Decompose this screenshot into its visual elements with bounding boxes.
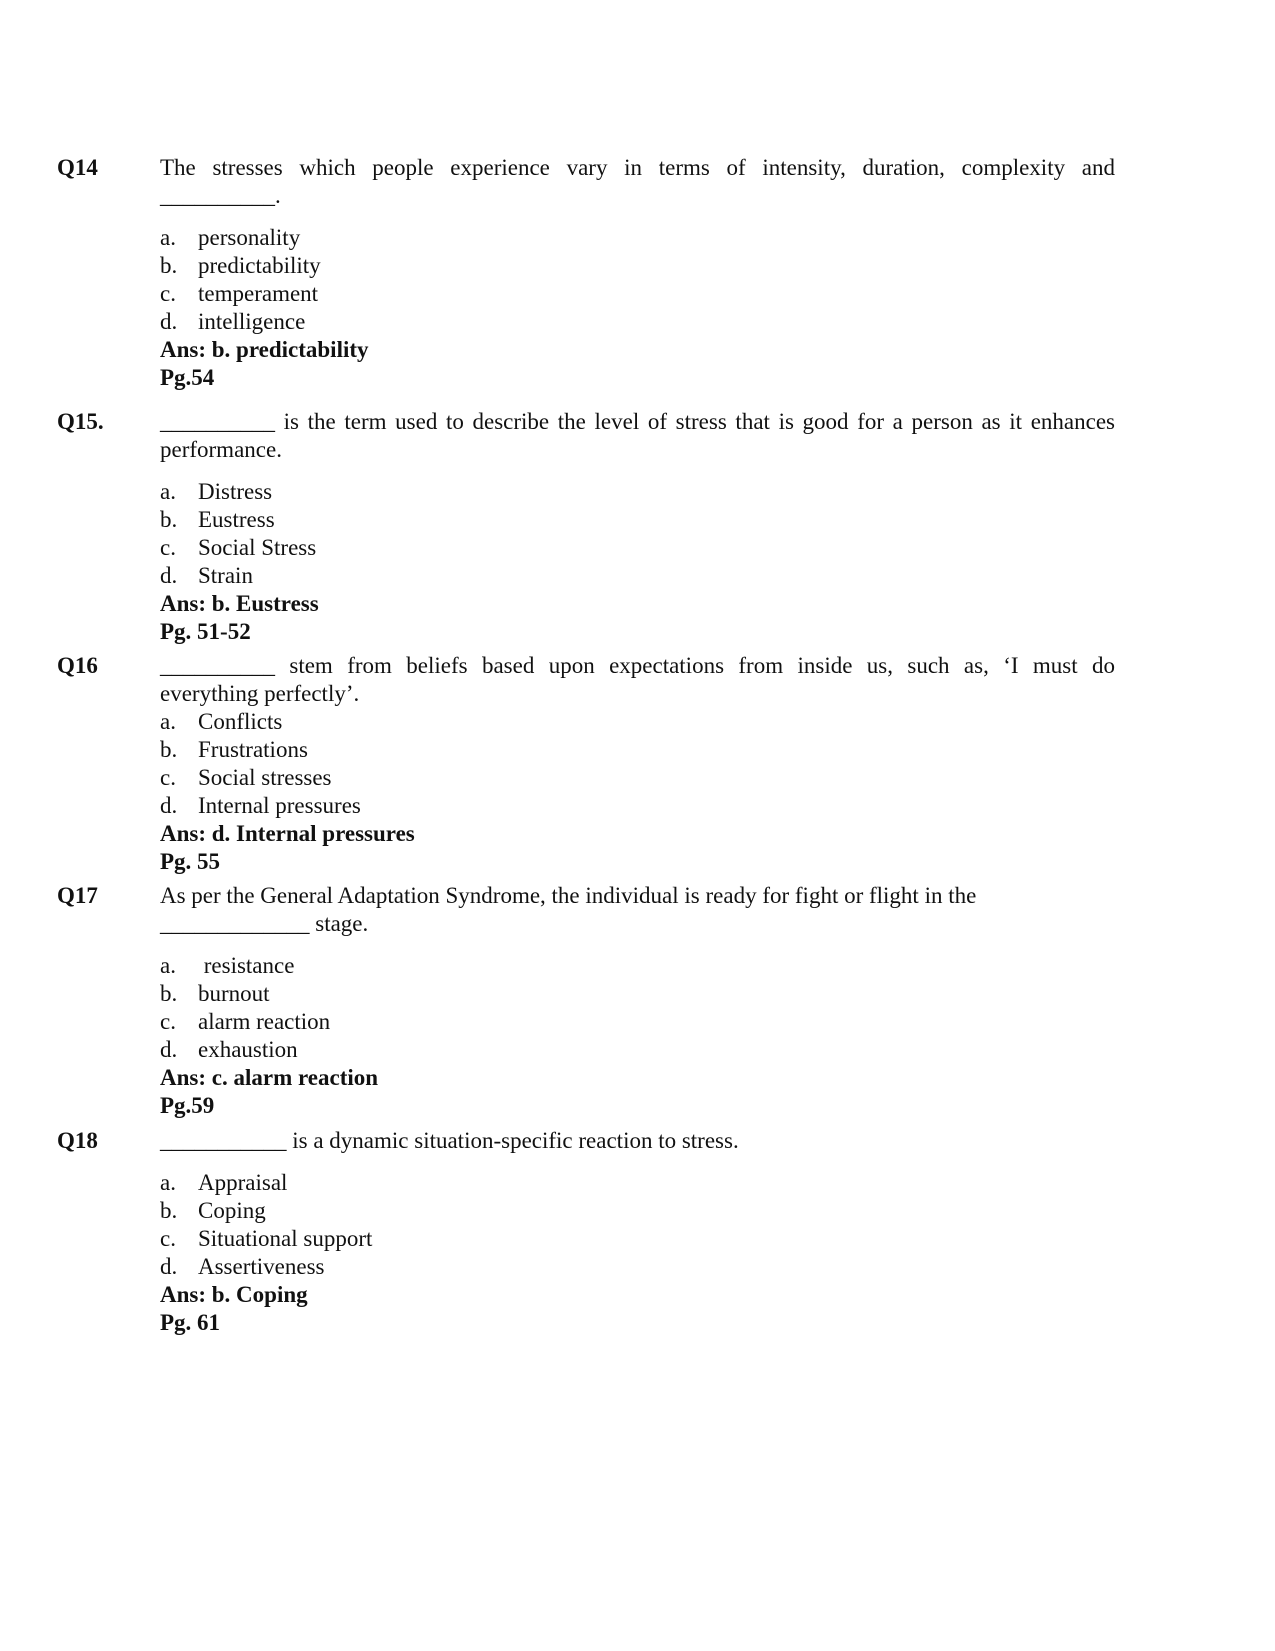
question-body <box>160 652 1115 876</box>
question-body <box>160 154 1115 392</box>
option-item <box>160 736 1115 764</box>
option-item <box>160 708 1115 736</box>
option-text: alarm reaction <box>198 1009 331 1034</box>
option-item <box>160 980 1115 1008</box>
option-letter: c. <box>160 1226 176 1251</box>
question-number: Q14 <box>57 155 98 180</box>
option-item <box>160 224 1115 252</box>
option-list <box>160 708 1115 820</box>
option-item <box>160 952 1115 980</box>
option-letter: c. <box>160 281 176 306</box>
option-text: Coping <box>198 1198 266 1223</box>
answer-line: Ans: b. Coping <box>160 1282 308 1307</box>
option-item <box>160 1008 1115 1036</box>
option-text: Frustrations <box>198 737 308 762</box>
answer-line: Ans: c. alarm reaction <box>160 1065 379 1090</box>
option-text: Distress <box>198 479 273 504</box>
option-text: Assertiveness <box>198 1254 325 1279</box>
option-text: Internal pressures <box>198 793 361 818</box>
option-letter: c. <box>160 535 176 560</box>
option-text: intelligence <box>198 309 306 334</box>
option-item <box>160 280 1115 308</box>
option-list <box>160 478 1115 590</box>
option-item <box>160 1225 1115 1253</box>
option-letter: a. <box>160 479 176 504</box>
option-item <box>160 792 1115 820</box>
option-text: burnout <box>198 981 270 1006</box>
option-text: Social Stress <box>198 535 317 560</box>
answer-line: Ans: b. Eustress <box>160 591 319 616</box>
option-list <box>160 952 1115 1064</box>
option-item <box>160 506 1115 534</box>
option-letter: c. <box>160 1009 176 1034</box>
option-letter: d. <box>160 309 178 334</box>
question-number: Q17 <box>57 883 98 908</box>
option-letter: d. <box>160 1254 178 1279</box>
question-stem-line: ___________ is a dynamic situation-specific reaction to stress. <box>160 1128 739 1153</box>
question-number: Q16 <box>57 653 98 678</box>
option-text: Appraisal <box>198 1170 288 1195</box>
question-body <box>160 408 1115 646</box>
question-body <box>160 1127 1115 1337</box>
page-reference: Pg.59 <box>160 1093 215 1118</box>
option-letter: b. <box>160 253 178 278</box>
option-letter: b. <box>160 1198 178 1223</box>
option-text: temperament <box>198 281 319 306</box>
question-stem-line: The stresses which people experience vary in terms of intensity, duration, complexity and <box>160 155 1115 180</box>
option-letter: a. <box>160 709 176 734</box>
option-text: resistance <box>198 953 295 978</box>
option-item <box>160 764 1115 792</box>
question-stem-line: _____________ stage. <box>160 911 369 936</box>
option-text: Situational support <box>198 1226 373 1251</box>
option-letter: a. <box>160 225 176 250</box>
option-list <box>160 1169 1115 1281</box>
option-item <box>160 308 1115 336</box>
option-item <box>160 252 1115 280</box>
option-text: personality <box>198 225 301 250</box>
option-text: Conflicts <box>198 709 283 734</box>
option-list <box>160 224 1115 336</box>
option-text: exhaustion <box>198 1037 298 1062</box>
question-body <box>160 882 1115 1120</box>
question-number: Q18 <box>57 1128 98 1153</box>
option-letter: b. <box>160 507 178 532</box>
option-text: Social stresses <box>198 765 332 790</box>
page-reference: Pg.54 <box>160 365 215 390</box>
question-stem-line: __________ stem from beliefs based upon expectations from inside us, such as, ‘I must do <box>160 653 1115 678</box>
option-text: Strain <box>198 563 253 588</box>
option-item <box>160 534 1115 562</box>
answer-line: Ans: b. predictability <box>160 337 369 362</box>
question-stem-line: performance. <box>160 437 282 462</box>
option-letter: d. <box>160 1037 178 1062</box>
option-letter: d. <box>160 793 178 818</box>
option-letter: b. <box>160 737 178 762</box>
option-item <box>160 1169 1115 1197</box>
option-text: Eustress <box>198 507 275 532</box>
option-item <box>160 1197 1115 1225</box>
option-letter: d. <box>160 563 178 588</box>
option-letter: b. <box>160 981 178 1006</box>
option-letter: a. <box>160 1170 176 1195</box>
option-text: predictability <box>198 253 321 278</box>
option-letter: c. <box>160 765 176 790</box>
option-item <box>160 1036 1115 1064</box>
question-stem-line: __________ is the term used to describe the level of stress that is good for a person as it enhances <box>160 409 1115 434</box>
option-letter: a. <box>160 953 176 978</box>
answer-line: Ans: d. Internal pressures <box>160 821 415 846</box>
question-stem-line: __________. <box>160 183 281 208</box>
page-reference: Pg. 61 <box>160 1310 221 1335</box>
question-stem-line: everything perfectly’. <box>160 681 360 706</box>
page-reference: Pg. 55 <box>160 849 221 874</box>
page-reference: Pg. 51-52 <box>160 619 251 644</box>
option-item <box>160 478 1115 506</box>
question-stem-line: As per the General Adaptation Syndrome, the individual is ready for fight or flight in the <box>160 883 977 908</box>
option-item <box>160 562 1115 590</box>
option-item <box>160 1253 1115 1281</box>
question-number: Q15. <box>57 409 104 434</box>
